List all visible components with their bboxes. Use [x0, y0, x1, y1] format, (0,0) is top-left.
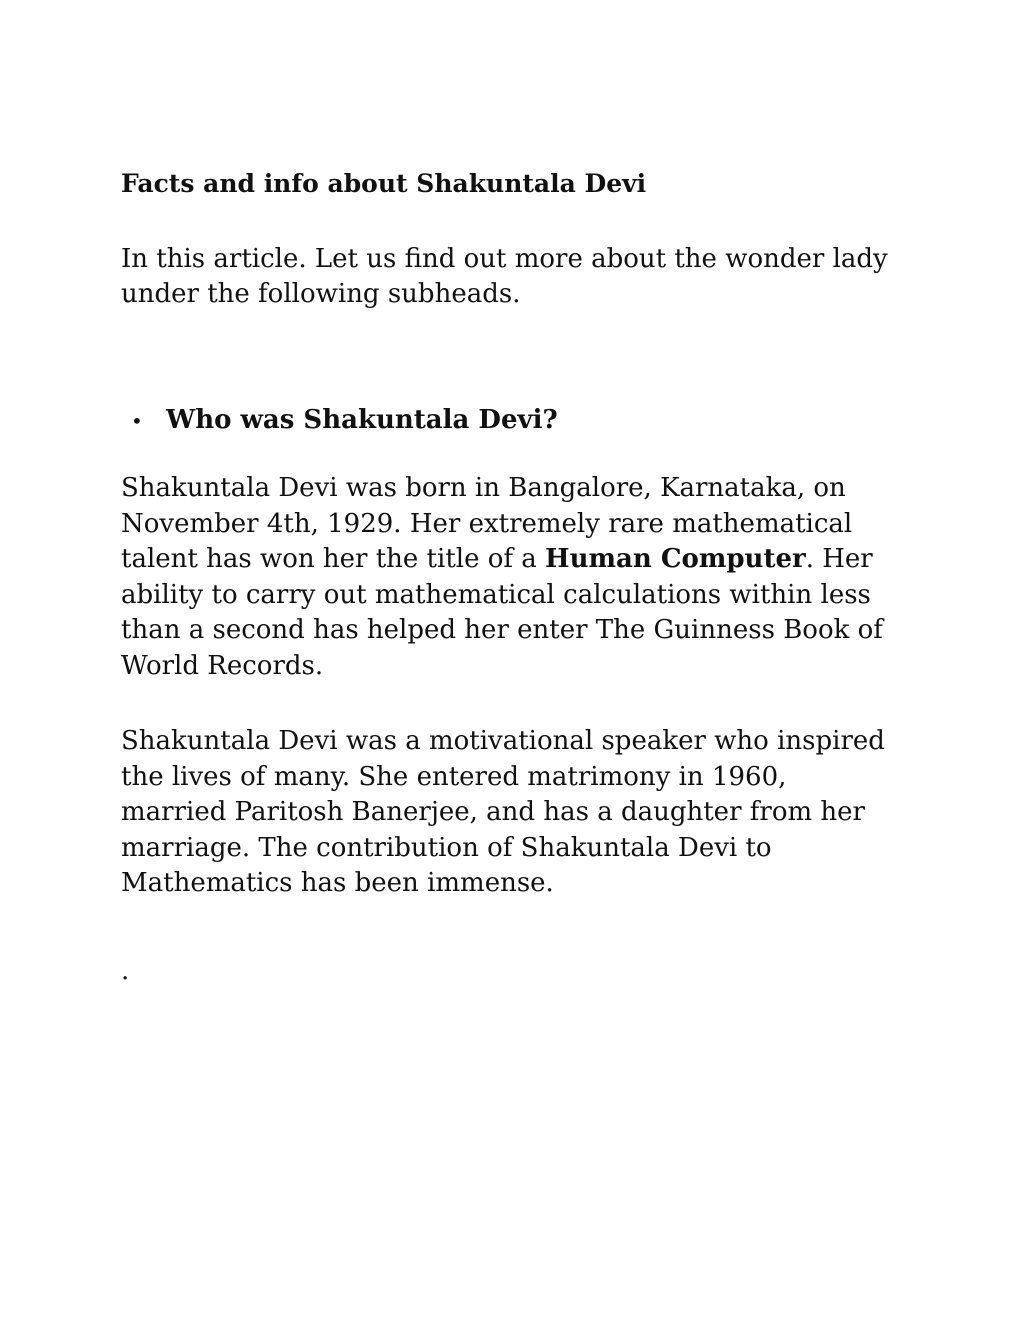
- document-title: Facts and info about Shakuntala Devi: [121, 169, 647, 198]
- bullet-marker: •: [131, 409, 143, 433]
- career-paragraph: Shakuntala Devi was a motivational speaker who inspired the lives of many. She entered matrimony in 1960, married Paritosh Banerjee, and has a daughter from her marriage. The contribution of Shakuntala Devi to Mathematics has been immense.: [121, 726, 885, 898]
- biography-text-end: . Her ability to carry out mathematical calculations within less than a second has helped her enter The Guinness Book of World Records.: [121, 544, 883, 681]
- bold-title-text: Human Computer: [545, 544, 806, 574]
- bullet-item: [131, 402, 891, 439]
- biography-paragraph: [121, 471, 891, 684]
- intro-paragraph: In this article. Let us find out more about the wonder lady under the following subheads.: [121, 244, 888, 309]
- trailing-dot: .: [121, 955, 130, 986]
- document-content: [121, 166, 891, 989]
- subhead-heading: Who was Shakuntala Devi?: [166, 405, 558, 435]
- biography-text-start: Shakuntala Devi was born in Bangalore, Karnataka, on November 4th, 1929. Her extremely rare mathematical talent has won her the title of a: [121, 473, 853, 574]
